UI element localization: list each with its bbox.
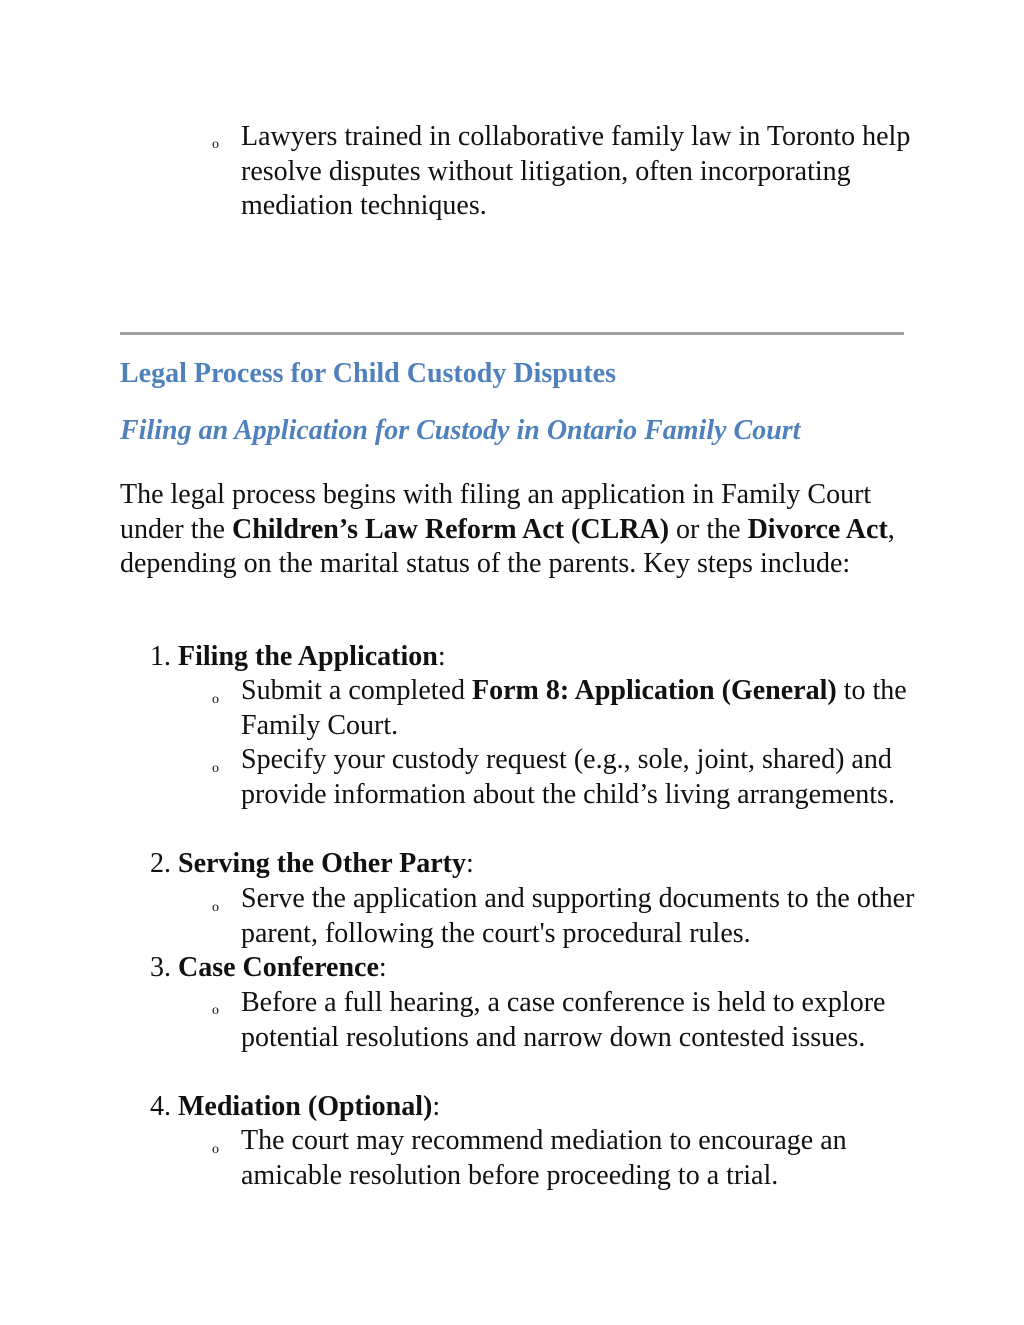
paragraph-text: The legal process begins with filing an application in Family Court under the xyxy=(120,479,872,545)
paragraph-text: or the xyxy=(669,513,748,545)
act-name-divorce: Divorce Act xyxy=(747,513,888,545)
step-heading-2 xyxy=(150,847,474,882)
step-colon: : xyxy=(465,848,474,879)
sub-bullet-marker: o xyxy=(212,137,219,152)
sub-bullet-marker: o xyxy=(212,692,219,707)
step-colon: : xyxy=(378,952,387,983)
sub-bullet-marker: o xyxy=(212,761,219,776)
step-4-item-1: The court may recommend mediation to encourage an amicable resolution before proceeding to a trial. xyxy=(241,1125,847,1191)
step-1-item-2: Specify your custody request (e.g., sole, joint, shared) and provide information about the child’s living arrangements. xyxy=(241,744,895,810)
act-name-clra: Children’s Law Reform Act (CLRA) xyxy=(231,513,670,545)
sub-bullet-marker: o xyxy=(212,900,219,915)
step-heading-1 xyxy=(150,640,446,675)
intro-paragraph xyxy=(120,478,910,582)
step-colon: : xyxy=(432,1091,441,1122)
step-number: 4. xyxy=(150,1091,171,1122)
step-title: Serving the Other Party xyxy=(178,848,466,879)
item-text: to the Family Court. xyxy=(241,675,907,741)
step-heading-4 xyxy=(150,1090,440,1125)
section-subheading: Filing an Application for Custody in Ontario Family Court xyxy=(120,415,801,446)
step-title: Mediation (Optional) xyxy=(178,1091,433,1122)
step-colon: : xyxy=(437,641,446,672)
step-title: Case Conference xyxy=(178,952,379,983)
intro-list-item: Lawyers trained in collaborative family law in Toronto help resolve disputes without litigation, often incorporating mediation techniques. xyxy=(241,121,911,221)
horizontal-divider xyxy=(120,332,904,335)
sub-bullet-marker: o xyxy=(212,1142,219,1157)
step-1-item-1 xyxy=(241,674,931,743)
step-title: Filing the Application xyxy=(178,641,438,672)
step-2-item-1: Serve the application and supporting documents to the other parent, following the court's procedural rules. xyxy=(241,883,915,949)
paragraph-text: , depending on the marital status of the parents. Key steps include: xyxy=(120,513,895,579)
step-number: 3. xyxy=(150,952,171,983)
step-3-item-1: Before a full hearing, a case conference is held to explore potential resolutions and narrow down contested issues. xyxy=(241,987,886,1053)
form-name: Form 8: Application (General) xyxy=(471,675,837,706)
item-text: Submit a completed xyxy=(241,675,472,706)
step-number: 2. xyxy=(150,848,171,879)
step-heading-3 xyxy=(150,951,387,986)
section-heading: Legal Process for Child Custody Disputes xyxy=(120,358,617,389)
step-number: 1. xyxy=(150,641,171,672)
sub-bullet-marker: o xyxy=(212,1003,219,1018)
